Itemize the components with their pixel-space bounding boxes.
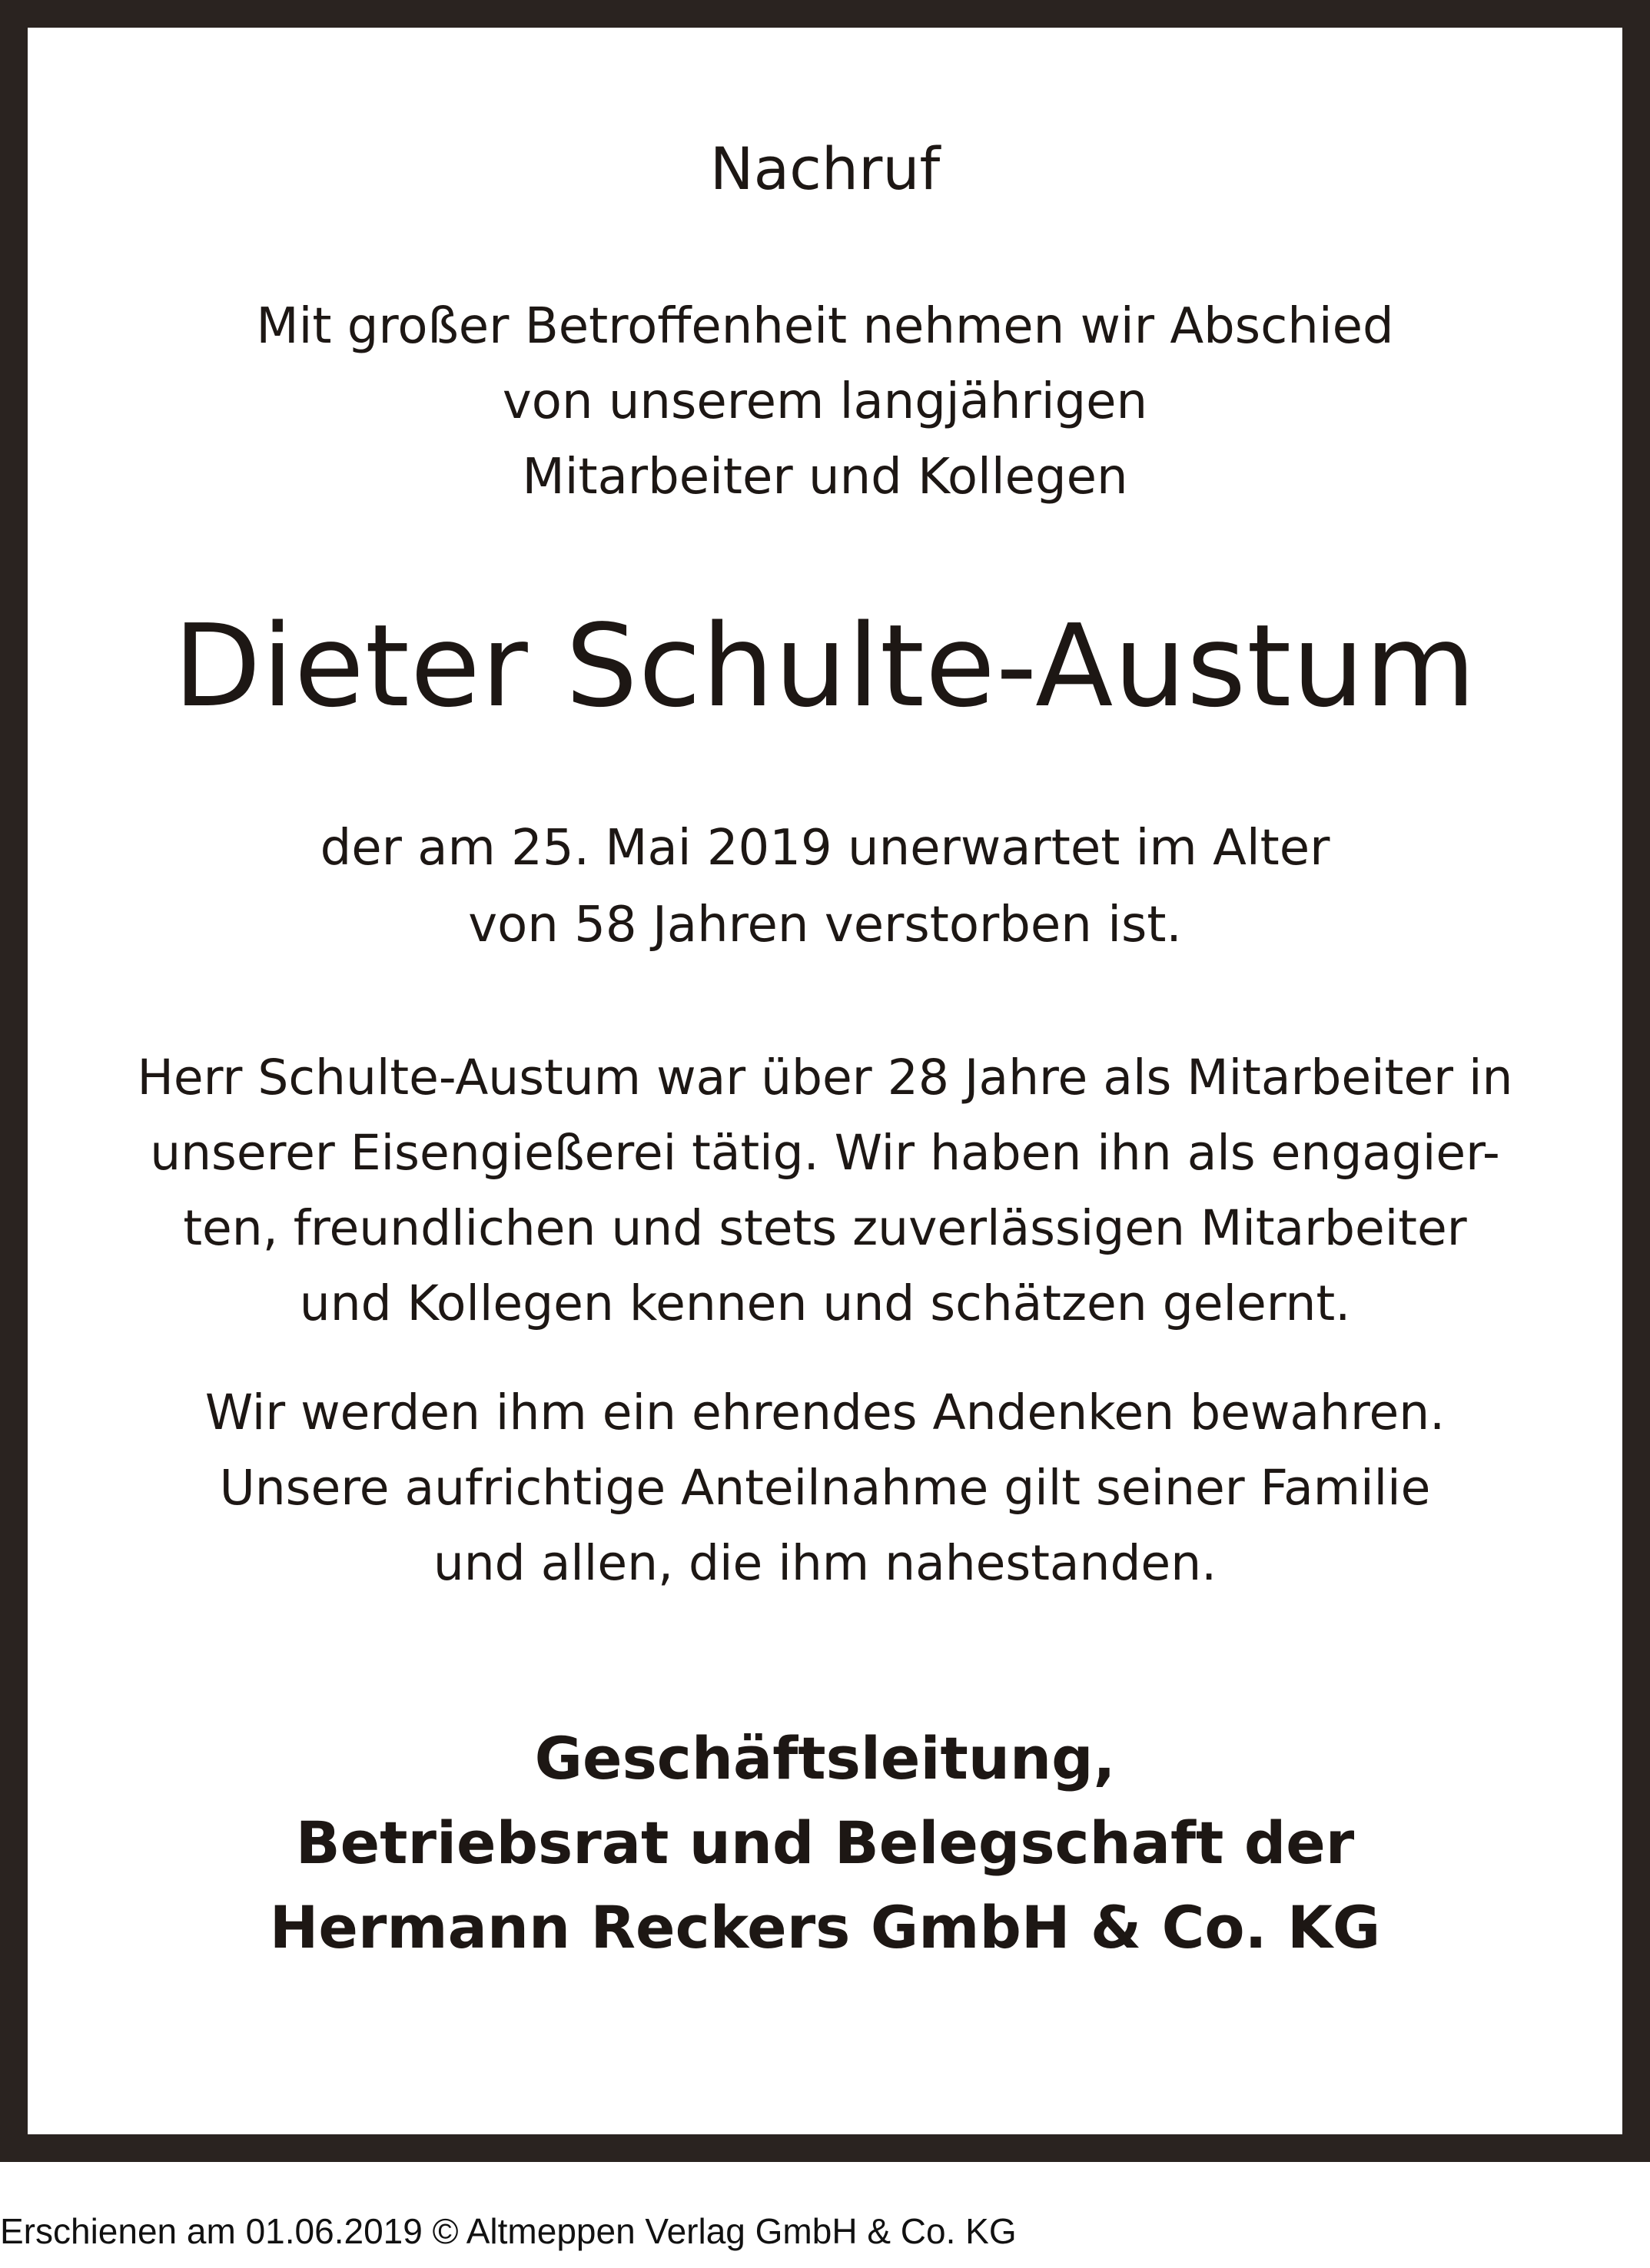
tribute-paragraph — [0, 1040, 1650, 1341]
deceased-name-text: Dieter Schulte-Austum — [173, 600, 1477, 732]
signature-block — [0, 1716, 1650, 1970]
publication-footer-text: Erschienen am 01.06.2019 © Altmeppen Verlag GmbH & Co. KG — [0, 2211, 1017, 2251]
condolence-paragraph — [0, 1375, 1650, 1601]
signature-line: Betriebsrat und Belegschaft der — [295, 1809, 1355, 1877]
condolence-line: und allen, die ihm nahestanden. — [433, 1535, 1217, 1591]
tribute-line: unserer Eisengießerei tätig. Wir haben ihn als engagier- — [150, 1125, 1500, 1181]
tribute-line: ten, freundlichen und stets zuverlässigen Mitarbeiter — [183, 1200, 1467, 1256]
notice-heading — [0, 131, 1650, 207]
death-paragraph — [0, 810, 1650, 963]
intro-line: von unserem langjährigen — [502, 373, 1148, 430]
intro-paragraph — [0, 289, 1650, 515]
condolence-line: Unsere aufrichtige Anteilnahme gilt seiner Familie — [219, 1460, 1431, 1516]
condolence-line: Wir werden ihm ein ehrendes Andenken bewahren. — [204, 1384, 1446, 1441]
heading-text: Nachruf — [709, 134, 941, 203]
tribute-line: und Kollegen kennen und schätzen gelernt. — [299, 1275, 1351, 1331]
intro-line: Mit großer Betroffenheit nehmen wir Abschied — [256, 298, 1394, 355]
tribute-line: Herr Schulte-Austum war über 28 Jahre als Mitarbeiter in — [137, 1049, 1513, 1106]
death-line: der am 25. Mai 2019 unerwartet im Alter — [320, 820, 1330, 877]
signature-line: Hermann Reckers GmbH & Co. KG — [269, 1893, 1381, 1961]
deceased-name — [0, 601, 1650, 731]
death-line: von 58 Jahren verstorben ist. — [468, 897, 1182, 953]
signature-line: Geschäftsleitung, — [534, 1724, 1116, 1792]
intro-line: Mitarbeiter und Kollegen — [522, 449, 1128, 506]
publication-footer — [0, 2208, 1017, 2254]
